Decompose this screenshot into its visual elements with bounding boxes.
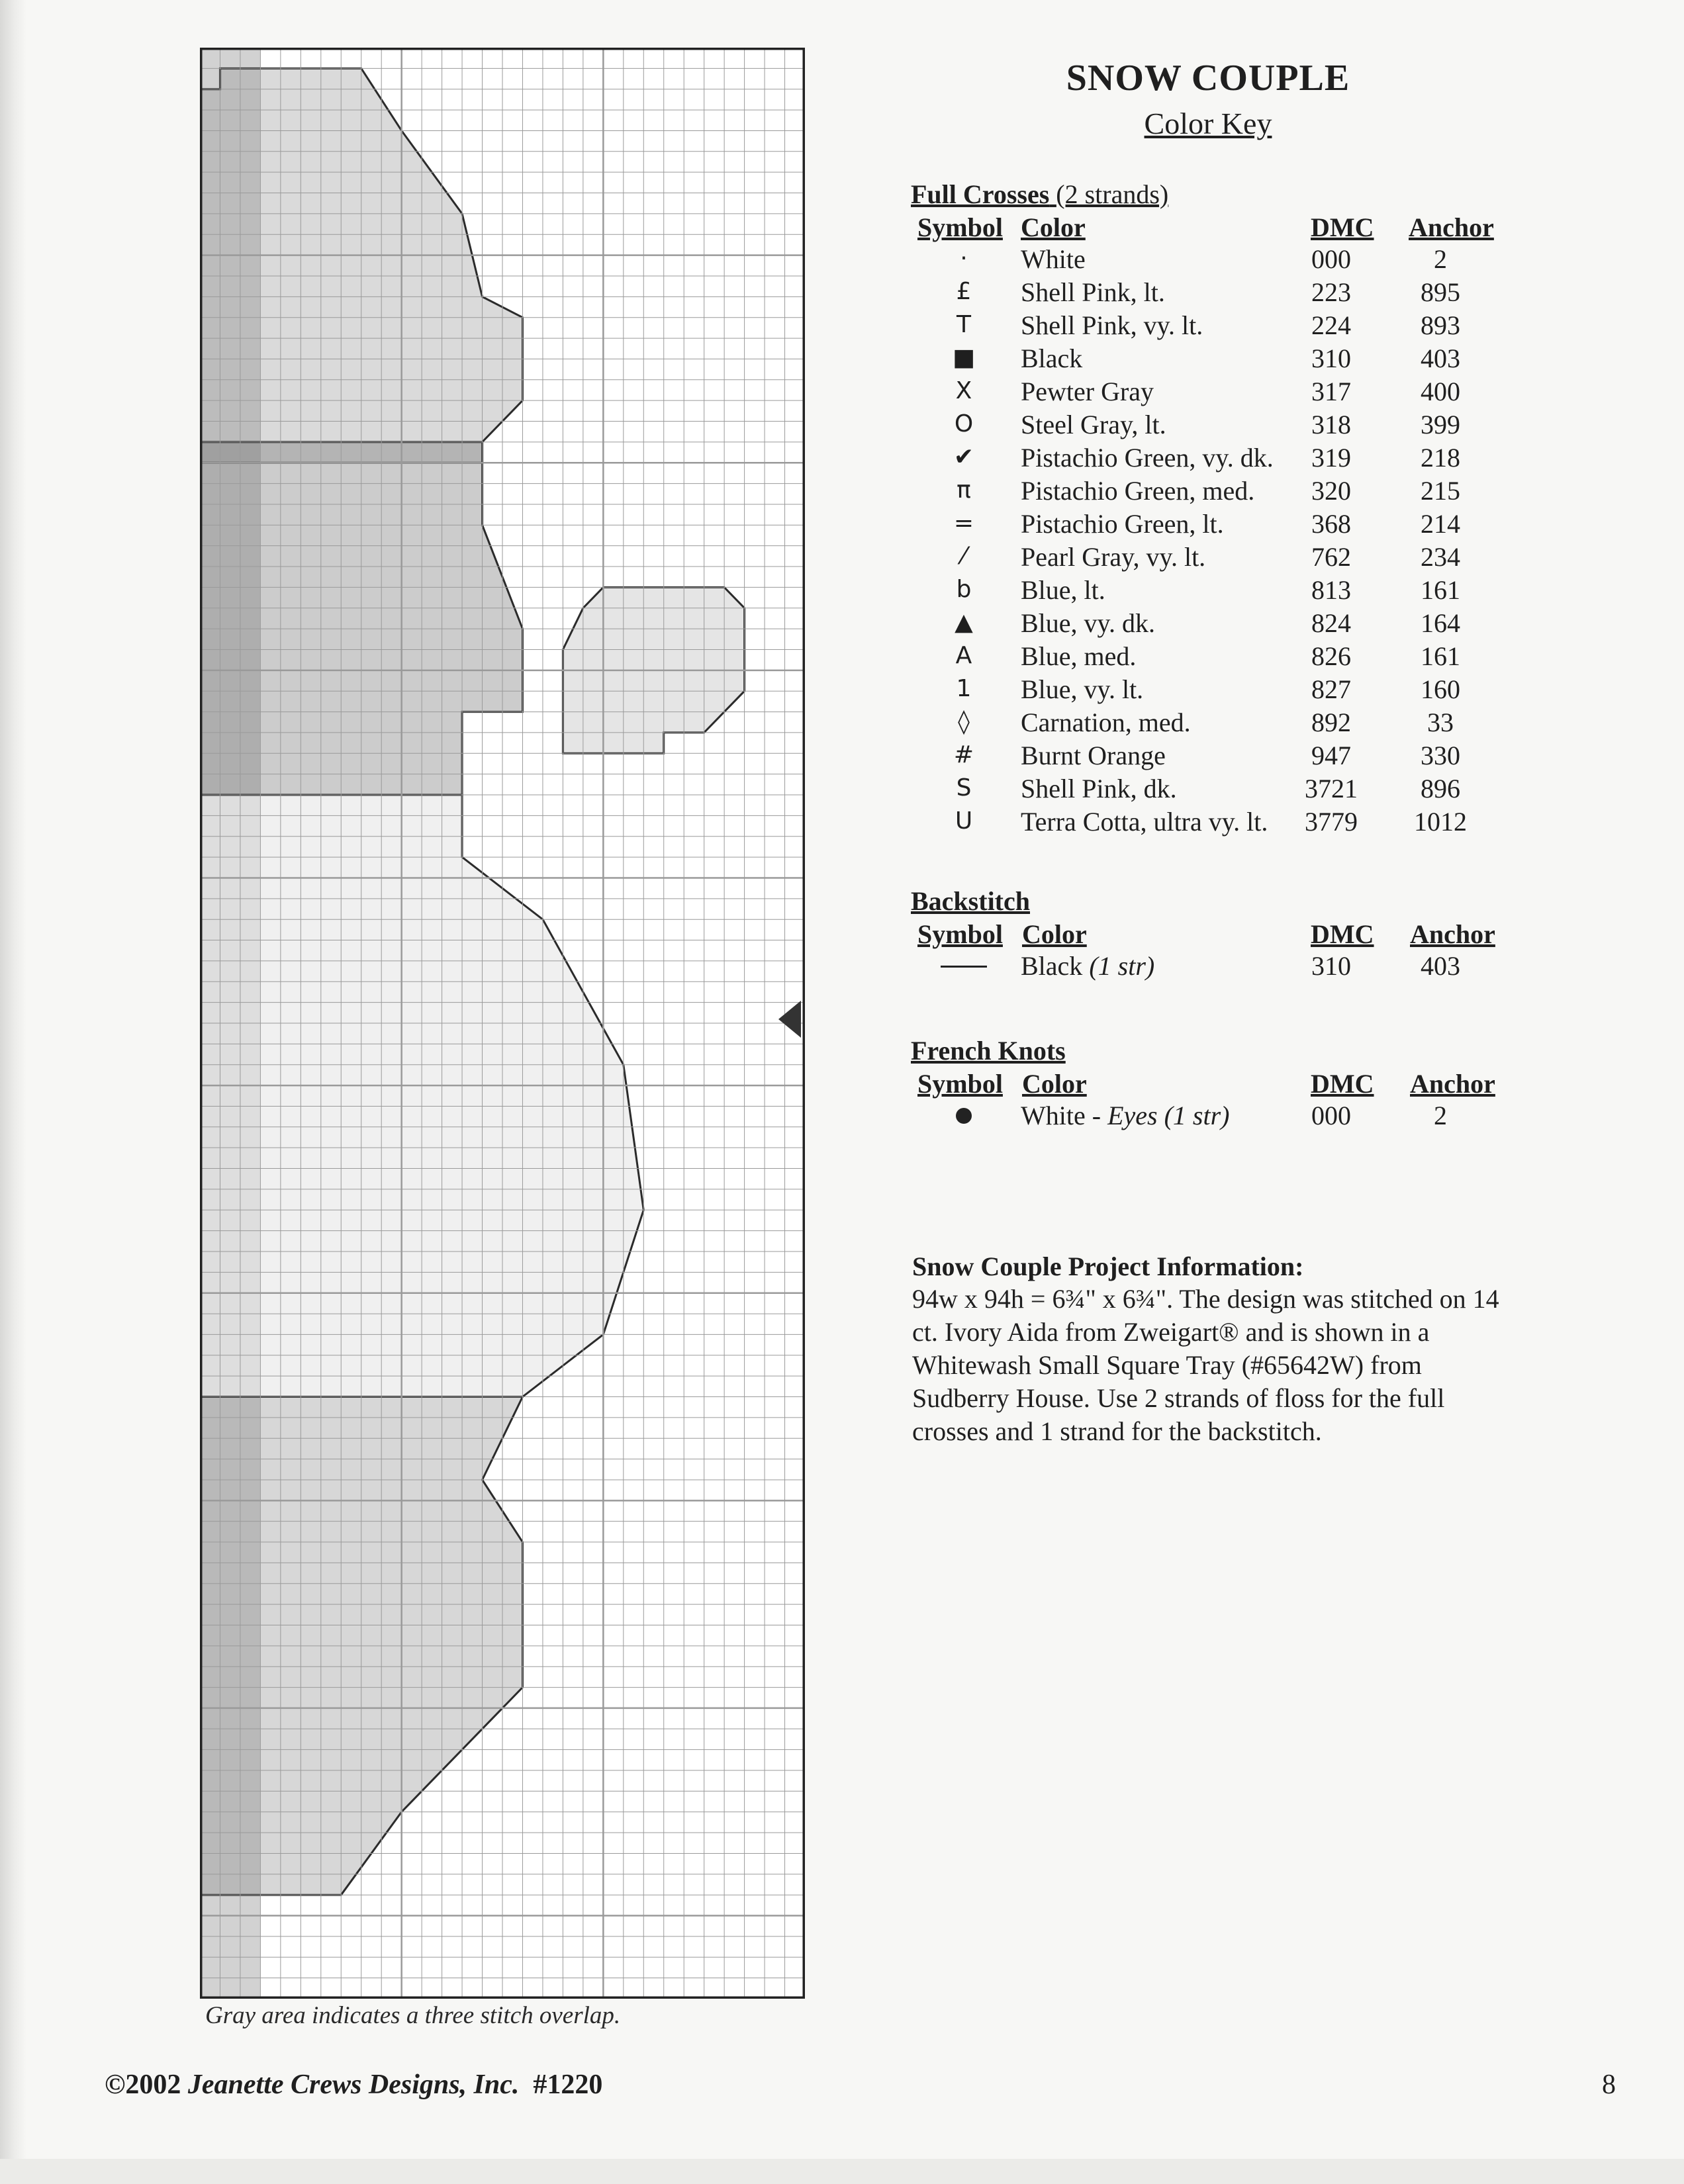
dmc-number: 824 (1311, 608, 1351, 638)
french-knots-anchor-header: Anchor (1410, 1069, 1495, 1099)
anchor-number: 403 (1421, 343, 1460, 373)
french-knots-row (911, 1100, 1507, 1133)
floss-color-name: Shell Pink, vy. lt. (1021, 310, 1203, 340)
backstitch-anchor-header: Anchor (1410, 919, 1495, 949)
dmc-number: 826 (1311, 641, 1351, 671)
backstitch-heading: Backstitch (911, 886, 1030, 916)
anchor-number: 218 (1421, 443, 1460, 473)
dmc-number: 223 (1311, 277, 1351, 307)
floss-color-name: Blue, med. (1021, 641, 1137, 671)
floss-color-name: Pistachio Green, vy. dk. (1021, 443, 1274, 473)
floss-color-name: Terra Cotta, ultra vy. lt. (1021, 807, 1268, 837)
anchor-number: 400 (1421, 377, 1460, 406)
french-knot-usage: Eyes (1 str) (1107, 1101, 1230, 1130)
color-key-row (911, 773, 1507, 806)
backstitch-color-header: Color (1022, 919, 1087, 949)
dmc-number: 317 (1311, 377, 1351, 406)
french-knot-color: White - (1021, 1101, 1108, 1130)
color-key-row (911, 508, 1507, 541)
french-knot-dmc: 000 (1311, 1101, 1351, 1130)
stitch-symbol-icon: A (955, 642, 972, 669)
project-info-heading: Snow Couple Project Information: (912, 1251, 1304, 1281)
dmc-number: 892 (1311, 707, 1351, 737)
color-key-row (911, 707, 1507, 740)
full-crosses-anchor-header: Anchor (1409, 212, 1494, 242)
dmc-number: 318 (1311, 410, 1351, 439)
stitch-symbol-icon: U (955, 807, 973, 835)
french-knots-color-header: Color (1022, 1069, 1087, 1099)
stitch-symbol-icon: 1 (956, 675, 972, 702)
backstitch-line-icon (911, 952, 1017, 979)
dmc-number: 000 (1311, 244, 1351, 274)
floss-color-name: Shell Pink, lt. (1021, 277, 1165, 307)
french-knot-dot-icon (911, 1101, 1017, 1128)
footer-credit (105, 2069, 602, 2101)
stitch-symbol-icon: ⁄ (961, 543, 966, 570)
color-key-row (911, 574, 1507, 608)
backstitch-anchor: 403 (1421, 951, 1460, 981)
floss-color-name: Blue, vy. dk. (1021, 608, 1155, 638)
anchor-number: 895 (1421, 277, 1460, 307)
backstitch-symbol-header: Symbol (917, 919, 1003, 949)
full-crosses-dmc-header: DMC (1311, 212, 1374, 242)
floss-color-name: Blue, vy. lt. (1021, 674, 1144, 704)
anchor-number: 893 (1421, 310, 1460, 340)
backstitch-row (911, 950, 1507, 983)
backstitch-dmc-header: DMC (1311, 919, 1374, 949)
floss-color-name: Pistachio Green, med. (1021, 476, 1255, 506)
page-binding-shadow (0, 0, 26, 2184)
floss-color-name: Black (1021, 343, 1083, 373)
floss-color-name: Burnt Orange (1021, 741, 1166, 770)
backstitch-strands: (1 str) (1089, 951, 1155, 981)
cross-stitch-chart (200, 48, 805, 1999)
anchor-number: 164 (1421, 608, 1460, 638)
color-key-row (911, 409, 1507, 442)
anchor-number: 330 (1421, 741, 1460, 770)
stitch-symbol-icon: b (956, 576, 972, 603)
stitch-symbol-icon: ✔ (953, 443, 974, 471)
color-key-row (911, 310, 1507, 343)
stitch-symbol-icon: ▲ (955, 609, 973, 636)
stitch-symbol-icon: · (960, 245, 968, 272)
stitch-symbol-icon: π (957, 477, 971, 504)
anchor-number: 214 (1421, 509, 1460, 539)
center-marker-icon (778, 1001, 801, 1038)
floss-color-name: Shell Pink, dk. (1021, 774, 1177, 803)
floss-color-name: Pearl Gray, vy. lt. (1021, 542, 1206, 572)
floss-color-name: Carnation, med. (1021, 707, 1191, 737)
anchor-number: 33 (1427, 707, 1454, 737)
color-key-row (911, 541, 1507, 574)
page-bottom-edge (0, 2159, 1684, 2184)
anchor-number: 1012 (1414, 807, 1467, 837)
stitch-symbol-icon: ■ (952, 344, 975, 371)
stitch-symbol-icon: ◊ (958, 708, 970, 735)
anchor-number: 234 (1421, 542, 1460, 572)
stitch-symbol-icon: S (956, 774, 972, 801)
color-key-row (911, 641, 1507, 674)
copyright: ©2002 (105, 2070, 181, 2100)
color-key-row (911, 475, 1507, 508)
color-key-row (911, 442, 1507, 475)
floss-color-name: Steel Gray, lt. (1021, 410, 1166, 439)
dmc-number: 310 (1311, 343, 1351, 373)
anchor-number: 160 (1421, 674, 1460, 704)
floss-color-name: Pistachio Green, lt. (1021, 509, 1224, 539)
color-key-row (911, 376, 1507, 409)
dmc-number: 3779 (1305, 807, 1358, 837)
floss-color-name: Pewter Gray (1021, 377, 1154, 406)
french-knot-anchor: 2 (1434, 1101, 1447, 1130)
dmc-number: 762 (1311, 542, 1351, 572)
stitch-symbol-icon: = (953, 510, 974, 537)
anchor-number: 896 (1421, 774, 1460, 803)
dmc-number: 368 (1311, 509, 1351, 539)
stitch-symbol-icon: O (954, 410, 974, 437)
dmc-number: 319 (1311, 443, 1351, 473)
french-knots-symbol-header: Symbol (917, 1069, 1003, 1099)
item-number: #1220 (533, 2070, 603, 2100)
page-number: 8 (1602, 2070, 1616, 2100)
chart-grid (200, 48, 805, 1999)
anchor-number: 161 (1421, 575, 1460, 605)
color-key-row (911, 343, 1507, 376)
dmc-number: 224 (1311, 310, 1351, 340)
page-title: SNOW COUPLE (1066, 58, 1350, 99)
color-key-row (911, 740, 1507, 773)
color-key-row (911, 277, 1507, 310)
backstitch-color: Black (1021, 951, 1083, 981)
floss-color-name: White (1021, 244, 1086, 274)
dmc-number: 947 (1311, 741, 1351, 770)
full-crosses-heading: Full Crosses (2 strands) (911, 179, 1169, 209)
publisher-name: Jeanette Crews Designs, Inc. (187, 2070, 520, 2100)
color-key-row (911, 806, 1507, 839)
chart-caption: Gray area indicates a three stitch overlap. (205, 2002, 621, 2029)
anchor-number: 215 (1421, 476, 1460, 506)
color-key-heading: Color Key (1144, 107, 1272, 140)
dmc-number: 320 (1311, 476, 1351, 506)
stitch-symbol-icon: T (957, 311, 971, 338)
floss-color-name: Blue, lt. (1021, 575, 1105, 605)
dmc-number: 827 (1311, 674, 1351, 704)
anchor-number: 399 (1421, 410, 1460, 439)
project-info-body: 94w x 94h = 6¾" x 6¾". The design was stitched on 14 ct. Ivory Aida from Zweigart® and is shown in a Whitewash Small Square Tray (#65642W) from Sudberry House. Use 2 strands of floss for the full crosses and 1 strand for the backstitch. (912, 1284, 1499, 1446)
french-knots-heading: French Knots (911, 1036, 1066, 1066)
stitch-symbol-icon: # (953, 741, 974, 768)
color-key-row (911, 244, 1507, 277)
french-knots-dmc-header: DMC (1311, 1069, 1374, 1099)
full-crosses-symbol-header: Symbol (917, 212, 1003, 242)
color-key-row (911, 674, 1507, 707)
dmc-number: 3721 (1305, 774, 1358, 803)
backstitch-dmc: 310 (1311, 951, 1351, 981)
anchor-number: 161 (1421, 641, 1460, 671)
color-key-row (911, 608, 1507, 641)
dmc-number: 813 (1311, 575, 1351, 605)
anchor-number: 2 (1434, 244, 1447, 274)
stitch-symbol-icon: £ (956, 278, 972, 305)
stitch-symbol-icon: X (955, 377, 972, 404)
full-crosses-color-header: Color (1021, 212, 1086, 242)
